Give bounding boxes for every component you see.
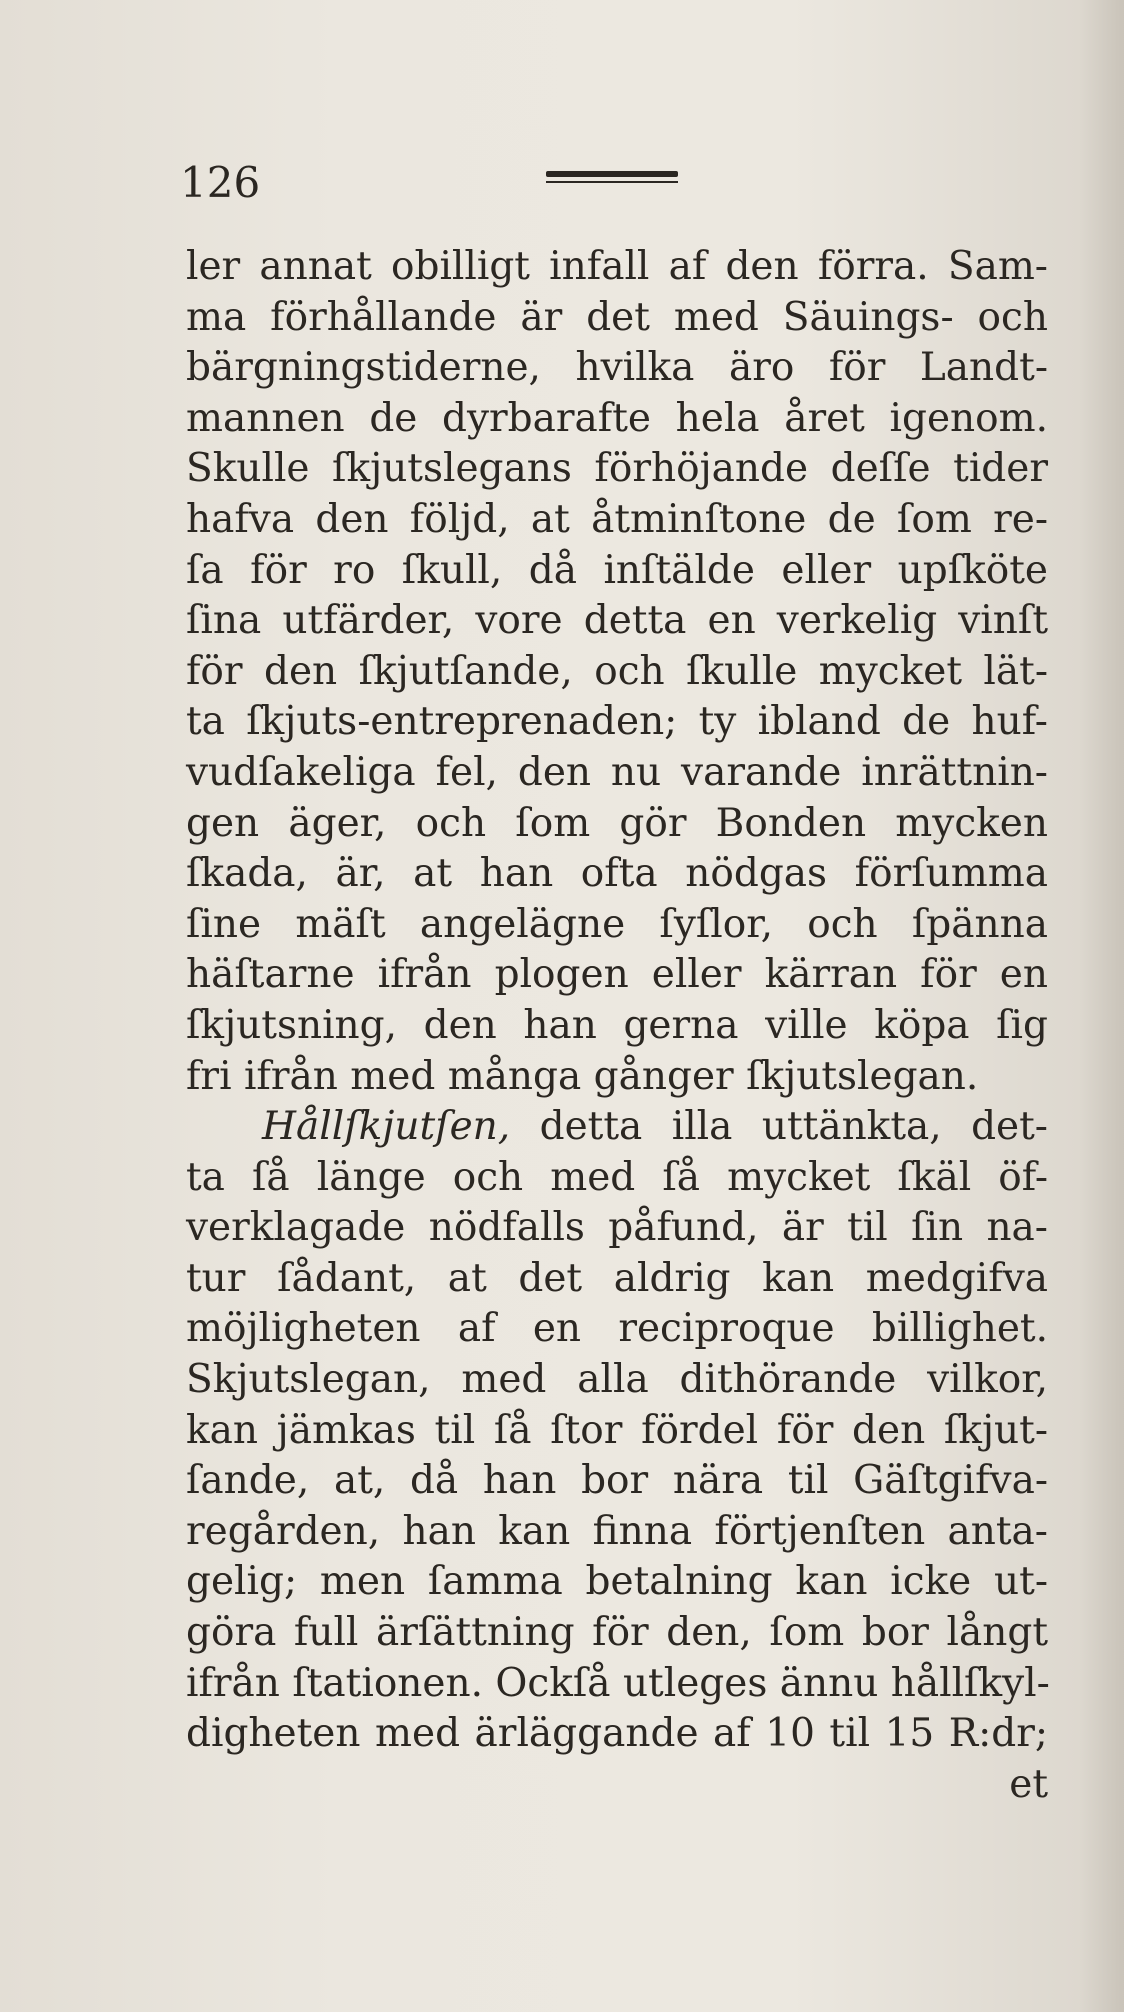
catchword: et (1009, 1761, 1048, 1807)
italic-term: Hållſkjutſen, (262, 1104, 511, 1150)
paragraph-start-line (186, 1102, 1048, 1153)
text-line: kan jämkas til ſå ſtor fördel för den ſkjut- (186, 1407, 1048, 1453)
text-line: ſkada, är, at han ofta nödgas förſumma (186, 851, 1048, 897)
text-line: ſine mäſt angelägne ſyſlor, och ſpänna (186, 901, 1048, 947)
text-line: hafva den följd, at åtminſtone de ſom re- (186, 496, 1048, 542)
text-line: ifrån ſtationen. Ockſå utleges ännu hållſkyl- (186, 1660, 1050, 1706)
body-text (186, 242, 1048, 1810)
text-line: ſina utfärder, vore detta en verkelig vinſt (186, 598, 1048, 644)
text-line: gelig; men ſamma betalning kan icke ut- (186, 1559, 1048, 1605)
header-rule-ornament (546, 171, 678, 187)
text-line: ler annat obilligt infall af den förra. Sam- (186, 244, 1048, 289)
text-line: fri ifrån med många gånger ſkjutslegan. (186, 1053, 979, 1099)
text-line: digheten med ärläggande af 10 til 15 R:dr; (186, 1711, 1048, 1757)
text-line: häſtarne ifrån plogen eller kärran för en (186, 952, 1048, 998)
text-line: för den ſkjutſande, och ſkulle mycket lät- (186, 648, 1048, 694)
text-line: ſa för ro ſkull, då inſtälde eller upſköte (186, 547, 1048, 593)
text-line: bärgningstiderne, hvilka äro för Landt- (186, 345, 1048, 391)
header-rule-thick (546, 171, 678, 177)
text-line: ta ſå länge och med ſå mycket ſkäl öf- (186, 1154, 1048, 1200)
header-rule-thin (546, 181, 678, 183)
text-line: vudſakeliga fel, den nu varande inrättnin- (186, 749, 1048, 795)
text-line: mannen de dyrbarafte hela året igenom. (186, 395, 1048, 441)
text-span: detta illa uttänkta, det- (510, 1104, 1048, 1150)
text-line: ta ſkjuts-entreprenaden; ty ibland de huf- (186, 699, 1048, 745)
page-number: 126 (180, 158, 261, 207)
text-line: gen äger, och ſom gör Bonden mycken (186, 800, 1048, 846)
text-line: möjligheten af en reciproque billighet. (186, 1306, 1048, 1352)
text-line: verklagade nödfalls påfund, är til ſin na- (186, 1205, 1048, 1251)
text-line: tur ſådant, at det aldrig kan medgifva (186, 1255, 1048, 1301)
text-line: ſkjutsning, den han gerna ville köpa ſig (186, 1002, 1048, 1048)
text-line: ſande, at, då han bor nära til Gäſtgifva- (186, 1458, 1048, 1504)
text-line: Skjutslegan, med alla dithörande vilkor, (186, 1357, 1048, 1403)
text-line: ma förhållande är det med Säuings- och (186, 294, 1048, 340)
text-line: Skulle ſkjutslegans förhöjande deſſe tider (186, 446, 1048, 492)
text-line: göra full ärſättning för den, ſom bor långt (186, 1610, 1048, 1656)
text-line: regården, han kan finna förtjenſten anta- (186, 1508, 1048, 1554)
